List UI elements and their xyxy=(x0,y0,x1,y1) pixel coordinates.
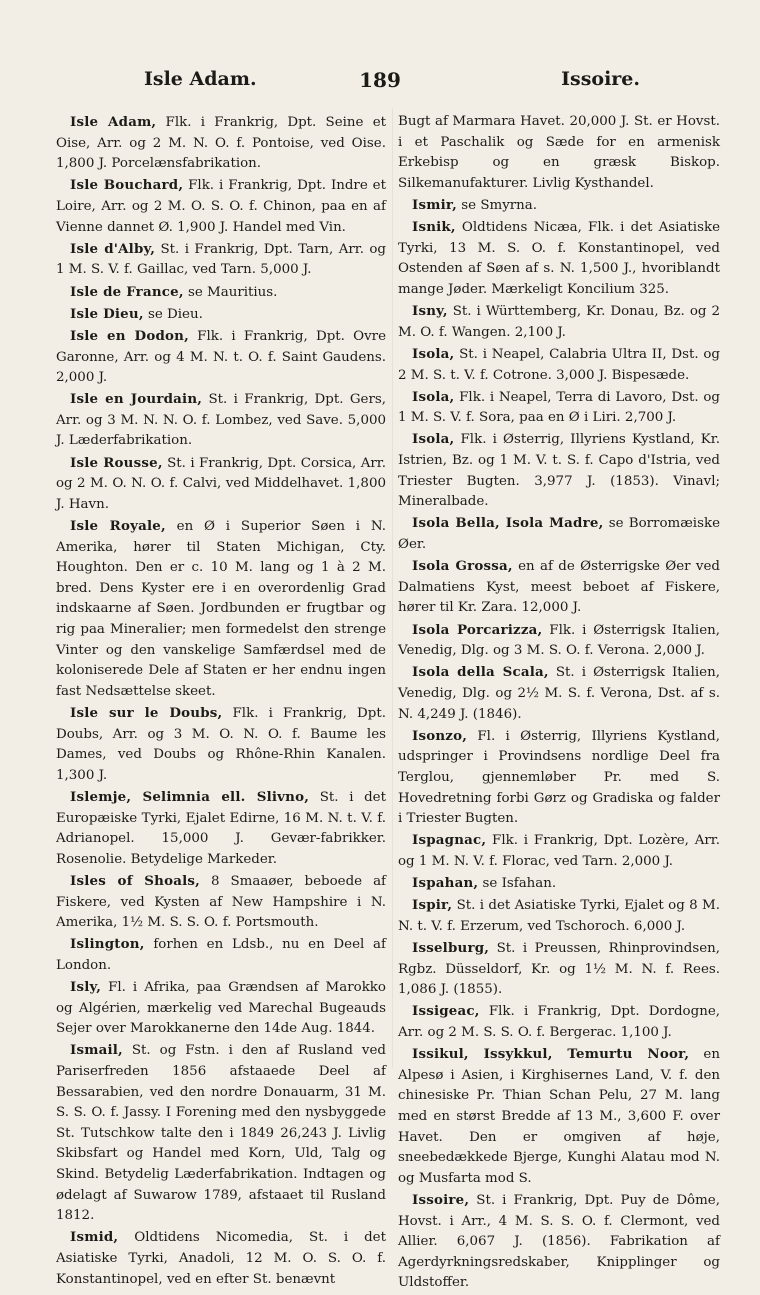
entry-headword: Isola Bella, Isola Madre, xyxy=(412,515,604,532)
right-column xyxy=(398,112,720,1295)
entry-headword: Isle Adam, xyxy=(70,114,157,130)
entry-text: St. i Frankrig, Dpt. Corsica, Arr. og 2 M. O. N. O. f. Calvi, ved Middelhavet. 1,800 J. Havn. xyxy=(56,455,386,512)
dictionary-entry xyxy=(56,1040,386,1226)
entry-text: en Ø i Superior Søen i N. Amerika, hører til Staten Michigan, Cty. Houghton. Den er c. 10 M. lang og 1 à 2 M. bred. Dens Kyster ere i en overordenlig Grad indskaarne af Søen. Jordbunden er frugtbar og rig paa Mineralier; men formedelst den strenge Vinter og den vanskelige Samfærdsel med de koloniserede Dele af Staten er her endnu ingen fast Nedsættelse skeet. xyxy=(56,519,386,699)
dictionary-entry xyxy=(398,1190,720,1294)
entry-text: en Alpesø i Asien, i Kirghisernes Land, V. f. den chinesiske Pr. Thian Schan Pelu, 27 M. lang med en størst Bredde af 13 M., 3,600 F. over Havet. Den er omgiven af høje, sneebedækkede Bjerge, Kunghi Alatau mod N. og Musfarta mod S. xyxy=(398,1047,720,1186)
dictionary-entry xyxy=(398,726,720,830)
dictionary-entry xyxy=(398,620,720,662)
dictionary-entry xyxy=(56,282,386,304)
dictionary-entry xyxy=(398,429,720,512)
entry-headword: Isle sur le Doubs, xyxy=(70,704,223,721)
dictionary-entry xyxy=(398,662,720,725)
entry-headword: Issoire, xyxy=(412,1191,470,1208)
entry-headword: Isola della Scala, xyxy=(412,664,549,681)
entry-text: St. i Frankrig, Dpt. Tarn, Arr. og 1 M. S. V. f. Gaillac, ved Tarn. 5,000 J. xyxy=(56,241,386,278)
header-left-guide-word: Isle Adam. xyxy=(144,68,257,90)
entry-headword: Isola Porcarizza, xyxy=(412,621,543,638)
entry-headword: Isly, xyxy=(70,979,102,996)
entry-text: St. i det Europæiske Tyrki, Ejalet Edirne, 16 M. N. t. V. f. Adrianopel. 15,000 J. Gevær-fabrikker. Rosenolie. Betydelige Markeder. xyxy=(56,789,386,867)
entry-text: Fl. i Afrika, paa Grændsen af Marokko og Algérien, mærkelig ved Marechal Bugeauds Sejer over Marokkanerne den 14de Aug. 1844. xyxy=(56,980,386,1037)
entry-text: Flk. i Østerrig, Illyriens Kystland, Kr. Istrien, Bz. og 1 M. V. t. S. f. Capo d'Istria, ved Triester Bugten. 3,977 J. (1853). Vinavl; Mineralbade. xyxy=(398,432,720,510)
entry-headword: Isle Bouchard, xyxy=(70,177,184,194)
dictionary-entry xyxy=(56,389,386,452)
entry-headword: Isle Rousse, xyxy=(70,454,163,471)
dictionary-entry xyxy=(398,112,720,194)
dictionary-entry xyxy=(56,1227,386,1290)
entry-headword: Issigeac, xyxy=(412,1003,480,1020)
entry-headword: Ismail, xyxy=(70,1042,123,1059)
entry-headword: Ispagnac, xyxy=(412,832,487,849)
entry-text: se Isfahan. xyxy=(478,876,557,892)
entry-text: se Smyrna. xyxy=(457,197,538,213)
dictionary-entry xyxy=(56,516,386,702)
entry-headword: Isnik, xyxy=(412,219,456,236)
page-number: 189 xyxy=(359,68,401,92)
dictionary-entry xyxy=(398,513,720,555)
dictionary-entry xyxy=(398,938,720,1001)
entry-headword: Isola, xyxy=(412,388,455,405)
entry-text: Flk. i Østerrigsk Italien, Venedig, Dlg. og 3 M. S. O. f. Verona. 2,000 J. xyxy=(398,622,720,659)
dictionary-entry xyxy=(398,1044,720,1189)
entry-headword: Isle de France, xyxy=(70,283,184,300)
entry-text: St. og Fstn. i den af Rusland ved Pariserfreden 1856 afstaaede Deel af Bessarabien, ved den nordre Donauarm, 31 M. S. S. O. f. Jassy. I Forening med den nysbyggede St. Tutschkow talte den i 1849 26,243 J. Livlig Skibsfart og Handel med Korn, Uld, Talg og Skind. Betydelig Læderfabrikation. Indtagen og ødelagt af Suwarow 1789, afstaaet til Rusland 1812. xyxy=(56,1043,386,1224)
entry-text: Flk. i Frankrig, Dpt. Indre et Loire, Arr. og 2 M. O. S. O. f. Chinon, paa en af Vienne dannet Ø. 1,900 J. Handel med Vin. xyxy=(56,178,386,235)
entry-headword: Isles of Shoals, xyxy=(70,872,200,889)
entry-headword: Ismid, xyxy=(70,1229,119,1246)
entry-text: se Mauritius. xyxy=(183,284,278,300)
entry-text: St. i Württemberg, Kr. Donau, Bz. og 2 M. O. f. Wangen. 2,100 J. xyxy=(398,304,720,340)
dictionary-entry xyxy=(56,326,386,389)
left-column xyxy=(56,112,386,1291)
dictionary-entry xyxy=(56,787,386,870)
entry-headword: Isola, xyxy=(412,431,455,448)
dictionary-entry xyxy=(56,934,386,976)
entry-headword: Isny, xyxy=(412,303,448,320)
entry-text: Flk. i Frankrig, Dpt. Lozère, Arr. og 1 M. N. V. f. Florac, ved Tarn. 2,000 J. xyxy=(398,833,720,869)
entry-text: se Dieu. xyxy=(143,306,203,322)
entry-text: St. i Neapel, Calabria Ultra II, Dst. og 2 M. S. t. V. f. Cotrone. 3,000 J. Bispesæde. xyxy=(398,346,720,383)
entry-text: Flk. i Frankrig, Dpt. Ovre Garonne, Arr. og 4 M. N. t. O. f. Saint Gaudens. 2,000 J. xyxy=(56,328,387,386)
dictionary-entry xyxy=(56,239,386,281)
entry-headword: Isonzo, xyxy=(412,727,468,744)
running-header xyxy=(60,68,700,100)
entry-text: forhen en Ldsb., nu en Deel af London. xyxy=(56,937,386,973)
entry-headword: Ismir, xyxy=(412,196,458,213)
dictionary-entry xyxy=(56,871,386,934)
entry-text: Flk. i Neapel, Terra di Lavoro, Dst. og 1 M. S. V. f. Sora, paa en Ø i Liri. 2,700 J. xyxy=(398,389,720,426)
entry-headword: Islemje, Selimnia ell. Slivno, xyxy=(70,788,310,805)
column-divider xyxy=(392,108,393,1068)
entry-headword: Ispahan, xyxy=(412,875,479,892)
entry-text: Bugt af Marmara Havet. 20,000 J. St. er Hovst. i et Paschalik og Sæde for en armenisk Erkebisp og en græsk Biskop. Silkemanufakturer. Livlig Kysthandel. xyxy=(398,114,720,191)
entry-text: St. i Preussen, Rhinprovindsen, Rgbz. Düsseldorf, Kr. og 1½ M. N. f. Rees. 1,086 J. (1855). xyxy=(398,941,720,998)
dictionary-entry xyxy=(56,112,386,175)
entry-text: Flk. i Frankrig, Dpt. Doubs, Arr. og 3 M. O. N. O. f. Baume les Dames, ved Doubs og Rhône-Rhin Kanalen. 1,300 J. xyxy=(56,705,386,783)
entry-headword: Islington, xyxy=(70,936,145,953)
entry-text: St. i det Asiatiske Tyrki, Ejalet og 8 M. N. t. V. f. Erzerum, ved Tschoroch. 6,000 J. xyxy=(398,898,720,934)
entry-text: 8 Smaaøer, beboede af Fiskere, ved Kysten af New Hampshire i N. Amerika, 1½ M. S. S. O. f. Portsmouth. xyxy=(56,873,387,931)
dictionary-entry xyxy=(56,977,386,1040)
dictionary-entry xyxy=(56,703,386,786)
entry-text: St. i Østerrigsk Italien, Venedig, Dlg. og 2½ M. S. f. Verona, Dst. af s. N. 4,249 J. (1846). xyxy=(398,665,720,722)
dictionary-entry xyxy=(398,344,720,386)
entry-headword: Isle en Jourdain, xyxy=(70,391,203,408)
dictionary-entry xyxy=(398,1001,720,1043)
entry-text: se Borromæiske Øer. xyxy=(398,516,720,553)
dictionary-entry xyxy=(398,556,720,619)
dictionary-entry xyxy=(398,217,720,300)
dictionary-entry xyxy=(56,175,386,238)
entry-headword: Ispir, xyxy=(412,897,453,914)
entry-headword: Isle d'Alby, xyxy=(70,240,156,257)
dictionary-entry xyxy=(56,304,386,326)
entry-headword: Issikul, Issykkul, Temurtu Noor, xyxy=(412,1046,690,1063)
entry-headword: Isselburg, xyxy=(412,940,490,957)
dictionary-entry xyxy=(398,830,720,872)
entry-text: St. i Frankrig, Dpt. Gers, Arr. og 3 M. N. N. O. f. Lombez, ved Save. 5,000 J. Læderfabrikation. xyxy=(56,392,386,449)
entry-text: Flk. i Frankrig, Dpt. Seine et Oise, Arr. og 2 M. N. O. f. Pontoise, ved Oise. 1,800 J. Porcelænsfabrikation. xyxy=(56,115,386,172)
entry-text: Fl. i Østerrig, Illyriens Kystland, udspringer i Provindsens nordlige Deel fra Terglou, gjennemløber Pr. med S. Hovedretning forbi Gørz og Gradiska og falder i Triester Bugten. xyxy=(398,728,720,827)
entry-headword: Isle en Dodon, xyxy=(70,327,189,344)
dictionary-entry xyxy=(398,301,720,343)
entry-text: Oldtidens Nicæa, Flk. i det Asiatiske Tyrki, 13 M. S. O. f. Konstantinopel, ved Ostenden af Søen af s. N. 1,500 J., hvoriblandt mange Jøder. Mærkeligt Koncilium 325. xyxy=(398,220,720,297)
dictionary-entry xyxy=(56,453,386,516)
entry-text: Oldtidens Nicomedia, St. i det Asiatiske Tyrki, Anadoli, 12 M. O. S. O. f. Konstantinopel, ved en efter St. benævnt xyxy=(56,1230,386,1287)
dictionary-entry xyxy=(398,195,720,217)
entry-text: St. i Frankrig, Dpt. Puy de Dôme, Hovst. i Arr., 4 M. S. S. O. f. Clermont, ved Allier. 6,067 J. (1856). Fabrikation af Agerdyrkningsredskaber, Knipplinger og Uldstoffer. xyxy=(398,1192,720,1291)
header-right-guide-word: Issoire. xyxy=(561,68,640,90)
entry-headword: Isola Grossa, xyxy=(412,558,513,575)
entry-headword: Isle Dieu, xyxy=(70,305,144,322)
dictionary-entry xyxy=(398,895,720,937)
dictionary-entry xyxy=(398,387,720,429)
dictionary-entry xyxy=(398,873,720,895)
entry-headword: Isola, xyxy=(412,345,455,362)
entry-text: Flk. i Frankrig, Dpt. Dordogne, Arr. og 2 M. S. S. O. f. Bergerac. 1,100 J. xyxy=(398,1004,720,1041)
entry-headword: Isle Royale, xyxy=(70,518,166,535)
entry-text: en af de Østerrigske Øer ved Dalmatiens Kyst, meest beboet af Fiskere, hører til Kr. Zara. 12,000 J. xyxy=(398,559,720,616)
